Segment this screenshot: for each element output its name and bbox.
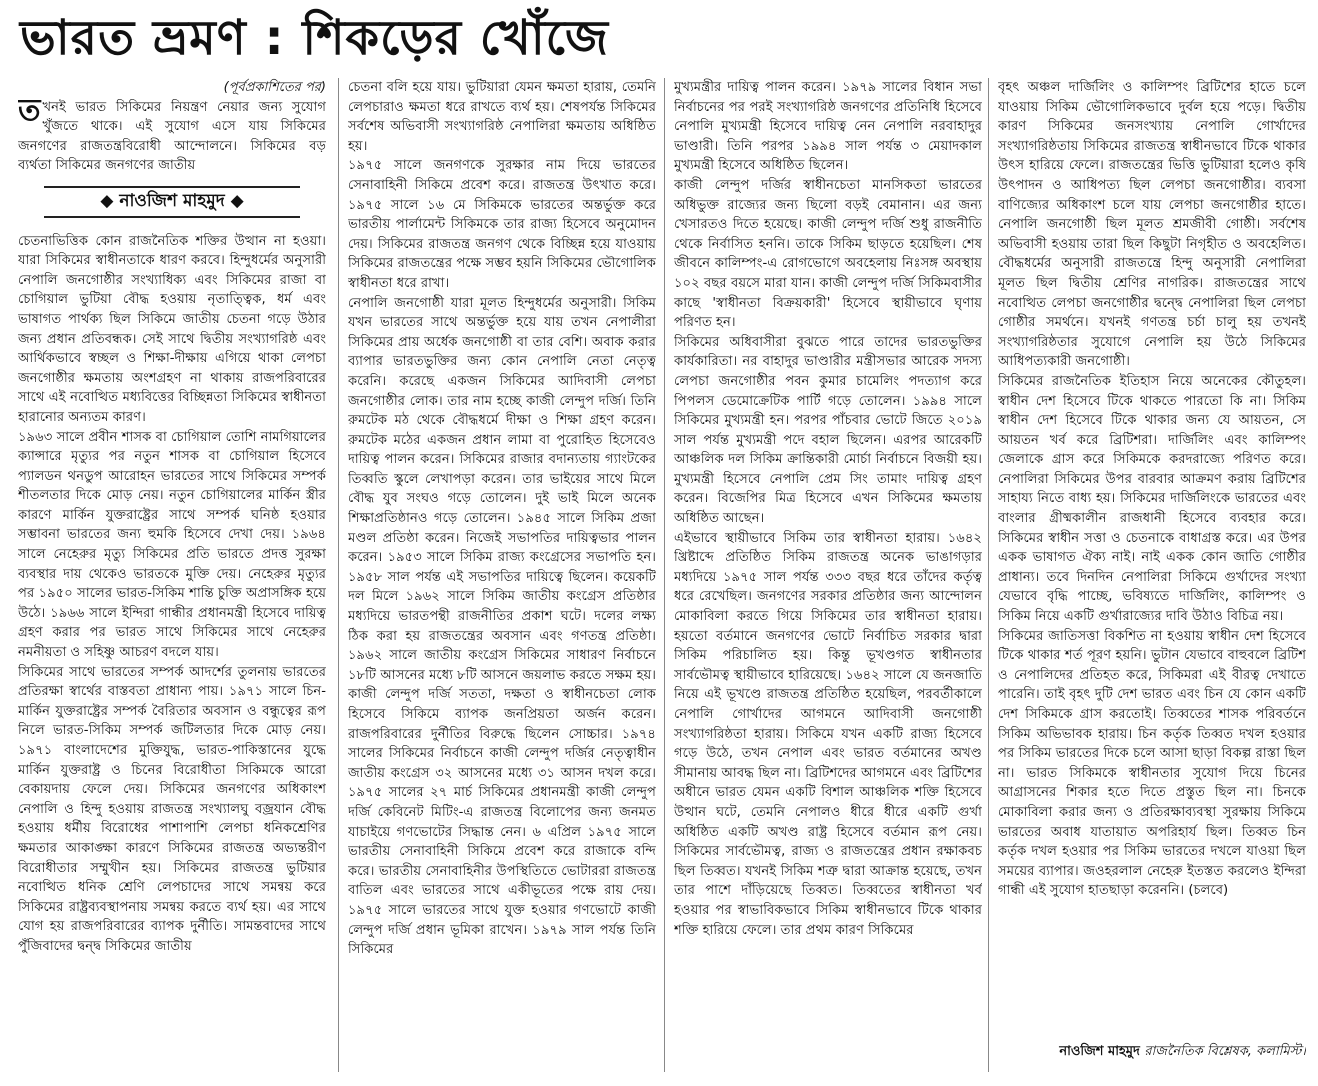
paragraph: মুখ্যমন্ত্রীর দায়িত্ব পালন করেন। ১৯৭৯ সালের বিধান সভা নির্বাচনের পর পরই সংখ্যাগরিষ্ঠ জনগণের প্রতিনিধি হিসেবে নেপালি মুখ্যমন্ত্রী হিসেবে দায়িত্ব নেন নেপালি নরবাহাদুর ভাণ্ডারী। তিনি পরপর ১৯৯৪ সাল পর্যন্ত ৩ মেয়াদকাল মুখ্যমন্ত্রী হিসেবে অধিষ্ঠিত ছিলেন। [674,80,982,174]
column-1 [18,78,326,1068]
column-2 [348,78,656,1068]
author-signature [998,1042,1306,1062]
byline: ◆ নাওজিশ মাহমুদ ◆ [44,186,300,218]
paragraph: ১৯৬৩ সালে প্রবীন শাসক বা চোগিয়াল তোশি নামগিয়ালের ক্যান্সারে মৃত্যুর পর নতুন শাসক বা চোগিয়াল হিসেবে প্যালডন থনডুপ আরোহন ভারতের সাথে সিকিমের সম্পর্ক শীতলতার দিকে মোড় নেয়। নতুন চোগিয়ালের মার্কিন স্ত্রীর কারণে মার্কিন যুক্তরাষ্ট্রের সাথে সম্পর্ক ঘনিষ্ঠ হওয়ার সম্ভাবনা ভারতের জন্য হুমকি হিসেবে দেখা দেয়। ১৯৬৪ সালে নেহেরুর মৃত্যু সিকিমের প্রতি ভারতে প্রদত্ত সুরক্ষা ব্যবস্থার দায় থেকেও ভারতকে মুক্তি দেয়। নেহেরুর মৃত্যুর পর ১৯৫০ সালের ভারত-সিকিম শান্তি চুক্তি অপ্রাসঙ্গিক হয়ে উঠে। ১৯৬৬ সালে ইন্দিরা গান্ধীর প্রধানমন্ত্রী হিসেবে দায়িত্ব গ্রহণ করার পর ভারত সাথে সিকিমের সাথে নেহেরুর নমনীয়তা ও সহিষ্ণু আচরণ বদলে যায়। [18,429,326,661]
dropcap: ত [18,92,41,128]
paragraph: বৃহৎ অঞ্চল দার্জিলিং ও কালিম্পং ব্রিটিশের হাতে চলে যাওয়ায় সিকিম ভৌগোলিকভাবে দুর্বল হয়ে পড়ে। দ্বিতীয় কারণ সিকিমের জনসংখ্যায় নেপালি গোর্খাদের সংখ্যাগরিষ্ঠতায় সিকিমের রাজতন্ত্র স্বাধীনভাবে টিকে থাকার উৎস হারিয়ে ফেলে। রাজতন্ত্রের ভিত্তি ভুটিয়ারা হলেও কৃষি উৎপাদন ও আধিপত্য ছিল লেপচা জনগোষ্ঠীর। ব্যবসা বাণিজ্যের অধিকাংশ চলে যায় লেপচা জনগোষ্ঠীর হাতে। নেপালি জনগোষ্ঠী ছিল মূলত শ্রমজীবী গোষ্ঠী। সর্বশেষ অভিবাসী হওয়ায় তারা ছিল কিছুটা নিগৃহীত ও অবহেলিত। বৌদ্ধধর্মের অনুসারী রাজতন্ত্রে হিন্দু অনুসারী নেপালিরা মূলত ছিল দ্বিতীয় শ্রেণির নাগরিক। রাজতন্ত্রের সাথে নবোত্থিত লেপচা জনগোষ্ঠীর দ্বন্দ্বে নেপালিরা ছিল লেপচা গোষ্ঠীর সমর্থনে। যখনই গণতন্ত্র চর্চা চালু হয় তখনই সংখ্যাগরিষ্ঠতার সুযোগে নেপালি হয় উঠে সিকিমের আধিপত্যকারী জনগোষ্ঠী। [998,80,1306,370]
paragraph: কাজী লেন্দুপ দর্জির স্বাধীনচেতা মানসিকতা ভারতের অধিভুক্ত রাজ্যের জন্য ছিলো বড়ই বেমানান। এর জন্য খেসারতও দিতে হয়েছে। কাজী লেন্দুপ দর্জি শুধু রাজনীতি থেকে নির্বাসিত হননি। তাকে সিকিম ছাড়তে হয়েছিল। শেষ জীবনে কালিম্পং-এ রোগভোগে অবহেলায় নিঃসঙ্গ অবস্থায় ১০২ বছর বয়সে মারা যান। কাজী লেন্দুপ দর্জি সিকিমবাসীর কাছে 'স্বাধীনতা বিক্রয়কারী' হিসেবে স্থায়ীভাবে ঘৃণায় পরিণত হন। [674,177,982,331]
column-divider [664,78,665,1072]
paragraph: সিকিমের জাতিসত্তা বিকশিত না হওয়ায় স্বাধীন দেশ হিসেবে টিকে থাকার শর্ত পূরণ হয়নি। ভুটান যেভাবে বাহুবলে ব্রিটিশ ও নেপালিদের প্রতিহত করে, সিকিমরা এই বীরত্ব দেখাতে পারেনি। তাই বৃহৎ দুটি দেশ ভারত এবং চিন যে কোন একটি দেশ সিকিমকে গ্রাস করতোই। তিব্বতের শাসক পরিবর্তনে সিকিম অভিভাবক হারায়। চিন কর্তৃক তিব্বত দখল হওয়ার পর সিকিম ভারতের দিকে চলে আসা ছাড়া বিকল্প রাস্তা ছিল না। ভারত সিকিমকে স্বাধীনতার সুযোগ দিয়ে চিনের আগ্রাসনের শিকার হতে দিতে প্রস্তুত ছিল না। চিনকে মোকাবিলা করার জন্য ও প্রতিরক্ষাব্যবস্থা সুরক্ষায় সিকিমে ভারতের অবাধ যাতায়াত অপরিহার্য ছিল। তিব্বত চিন কর্তৃক দখল হওয়ার পর সিকিম ভারতের দখলে যাওয়া ছিল সময়ের ব্যাপার। জওহরলাল নেহেরু ইতস্তত করলেও ইন্দিরা গান্ধী এই সুযোগ হাতছাড়া করেননি। (চলবে) [998,628,1306,899]
paragraph: নেপালি জনগোষ্ঠী যারা মূলত হিন্দুধর্মের অনুসারী। সিকিম যখন ভারতের সাথে অন্তর্ভুক্ত হয়ে যায় তখন নেপালীরা সিকিমের প্রায় অর্ধেক জনগোষ্ঠী বা তার বেশি। অবাক করার ব্যাপার ভারতভুক্তির জন্য কোন নেপালি নেতা নেতৃত্ব করেনি। করেছে একজন সিকিমের আদিবাসী লেপচা জনগোষ্ঠীর লোক। তার নাম হচ্ছে কাজী লেন্দুপ দর্জি। তিনি রুমটেক মঠ থেকে বৌদ্ধধর্মে দীক্ষা ও শিক্ষা গ্রহণ করেন। রুমটেক মঠের একজন প্রধান লামা বা পুরোহিত হিসেবেও দায়িত্ব পালন করেন। সিকিমের রাজার বদান্যতায় গ্যাংটকের তিব্বতি স্কুলে লেখাপড়া করেন। তার ভাইয়ের সাথে মিলে বৌদ্ধ যুব সংঘও গড়ে তোলেন। দুই ভাই মিলে অনেক শিক্ষাপ্রতিষ্ঠানও গড়ে তোলেন। ১৯৪৫ সালে সিকিম প্রজা মণ্ডল প্রতিষ্ঠা করেন। নিজেই সভাপতির দায়িত্বভার পালন করেন। ১৯৫৩ সালে সিকিম রাজ্য কংগ্রেসের সভাপতি হন। ১৯৫৮ সাল পর্যন্ত এই সভাপতির দায়িত্বে ছিলেন। কয়েকটি দল মিলে ১৯৬২ সালে সিকিম জাতীয় কংগ্রেস প্রতিষ্ঠার মধ্যদিয়ে ভারতপন্থী রাজনীতির প্রকাশ ঘটে। দলের লক্ষ্য ঠিক করা হয় রাজতন্ত্রের অবসান এবং গণতন্ত্র প্রতিষ্ঠা। ১৯৬২ সালে জাতীয় কংগ্রেস সিকিমের সাধারণ নির্বাচনে ১৮টি আসনের মধ্যে ৮টি আসনে জয়লাভ করতে সক্ষম হয়। কাজী লেন্দুপ দর্জি সততা, দক্ষতা ও স্বাধীনচেতা লোক হিসেবে সিকিমে ব্যাপক জনপ্রিয়তা অর্জন করেন। রাজপরিবারের দুর্নীতির বিরুদ্ধে ছিলেন সোচ্চার। ১৯৭৪ সালের সিকিমের নির্বাচনে কাজী লেন্দুপ দর্জির নেতৃত্বাধীন জাতীয় কংগ্রেস ৩২ আসনের মধ্যে ৩১ আসন দখল করে। ১৯৭৫ সালের ২৭ মার্চ সিকিমের প্রধানমন্ত্রী কাজী লেন্দুপ দর্জি কেবিনেট মিটিং-এ রাজতন্ত্র বিলোপের জন্য জনমত যাচাইয়ে গণভোটের সিদ্ধান্ত নেন। ৬ এপ্রিল ১৯৭৫ সালে ভারতীয় সেনাবাহিনী সিকিমে প্রবেশ করে রাজাকে বন্দি করে। ভারতীয় সেনাবাহিনীর উপস্থিতিতে ভোটাররা রাজতন্ত্র বাতিল এবং ভারতের সাথে একীভূতের পক্ষে রায় দেয়। ১৯৭৫ সালে ভারতের সাথে যুক্ত হওয়ার গণভোটে কাজী লেন্দুপ দর্জি প্রধান ভূমিকা রাখেন। ১৯৭৯ সাল পর্যন্ত তিনি সিকিমের [348,295,656,958]
paragraph: সিকিমের অধিবাসীরা বুঝতে পারে তাদের ভারতভুক্তির কার্যকারিতা। নর বাহাদুর ভাণ্ডারীর মন্ত্রীসভার আরেক সদস্য লেপচা জনগোষ্ঠীর পবন কুমার চামেলিং পদত্যাগ করে পিপলস ডেমোক্রেটিক পার্টি গড়ে তোলেন। ১৯৯৪ সালে সিকিমের মুখ্যমন্ত্রী হন। পরপর পাঁচবার ভোটে জিতে ২০১৯ সাল পর্যন্ত মুখ্যমন্ত্রী পদে বহাল ছিলেন। এরপর আরেকটি আঞ্চলিক দল সিকিম ক্রান্তিকারী মোর্চা নির্বাচনে বিজয়ী হয়। মুখ্যমন্ত্রী হিসেবে নেপালি প্রেম সিং তামাং দায়িত্ব গ্রহণ করেন। বিজেপির মিত্র হিসেবে এখন সিকিমের ক্ষমতায় অধিষ্ঠিত আছেন। [674,334,982,527]
paragraph: সিকিমের রাজনৈতিক ইতিহাস নিয়ে অনেকের কৌতুহল। স্বাধীন দেশ হিসেবে টিকে থাকতে পারতো কি না। সিকিম স্বাধীন দেশ হিসেবে টিকে থাকার জন্য যে আয়তন, সে আয়তন খর্ব করে ব্রিটিশরা। দার্জিলিং এবং কালিম্পং জেলাকে গ্রাস করে সিকিমকে করদরাজ্যে পরিণত করে। নেপালিরা সিকিমের উপর বারবার আক্রমণ করায় ব্রিটিশের সাহায্য নিতে বাধ্য হয়। সিকিমের দার্জিলিংকে ভারতের এবং বাংলার গ্রীষ্মকালীন রাজধানী হিসেবে ব্যবহার করে। সিকিমের স্বাধীন সত্তা ও চেতনাকে বাধাগ্রস্ত করে। এর উপর একক ভাষাগত ঐক্য নাই। নাই একক কোন জাতি গোষ্ঠীর প্রাধান্য। তবে দিনদিন নেপালিরা সিকিমে গুর্খাদের সংখ্যা যেভাবে বৃদ্ধি পাচ্ছে, ভবিষ্যতে দার্জিলিং, কালিম্পং ও সিকিম নিয়ে একটি গুর্খারাজ্যের দাবি উঠাও বিচিত্র নয়। [998,373,1306,625]
column-4 [998,78,1306,1068]
paragraph: এইভাবে স্থায়ীভাবে সিকিম তার স্বাধীনতা হারায়। ১৬৪২ খ্রিষ্টাব্দে প্রতিষ্ঠিত সিকিম রাজতন্ত্র অনেক ভাঙাগড়ার মধ্যদিয়ে ১৯৭৫ সাল পর্যন্ত ৩৩৩ বছর ধরে তাঁদের কর্তৃত্ব ধরে রেখেছিল। জনগণের সরকার প্রতিষ্ঠার জন্য আন্দোলন মোকাবিলা করতে গিয়ে সিকিমের তার স্বাধীনতা হারায়। হয়তো বর্তমানে জনগণের ভোটে নির্বাচিত সরকার দ্বারা সিকিম পরিচালিত হয়। কিন্তু ভূখণ্ডগত স্বাধীনতার সার্বভৌমত্ব স্থায়ীভাবে হারিয়েছে। ১৬৪২ সালে যে জনজাতি নিয়ে এই ভূখণ্ডে রাজতন্ত্র প্রতিষ্ঠিত হয়েছিল, পরবর্তীকালে নেপালি গোর্খাদের আগমনে আদিবাসী জনগোষ্ঠী সংখ্যাগরিষ্ঠতা হারায়। সিকিমে যখন একটি রাজ্য হিসেবে গড়ে উঠে, তখন নেপাল এবং ভারত বর্তমানের অখণ্ড সীমানায় আবদ্ধ ছিল না। ব্রিটিশদের আগমনে এবং ব্রিটিশের অধীনে ভারত যেমন একটি বিশাল আঞ্চলিক শক্তি হিসেবে উত্থান ঘটে, তেমনি নেপালও ধীরে ধীরে একটি গুর্খা অধিষ্ঠিত একটি অখণ্ড রাষ্ট্র হিসেবে বর্তমান রূপ নেয়। সিকিমের সার্বভৌমত্ব, রাজ্য ও রাজতন্ত্রের প্রধান রক্ষাকবচ ছিল তিব্বত। যখনই সিকিম শত্রু দ্বারা আক্রান্ত হয়েছে, তখন তার পাশে দাঁড়িয়েছে তিব্বত। তিব্বতের স্বাধীনতা খর্ব হওয়ার পর স্বাভাবিকভাবে সিকিম স্বাধীনভাবে টিকে থাকার শক্তি হারিয়ে ফেলে। তার প্রথম কারণ সিকিমের [674,530,982,938]
author-role: রাজনৈতিক বিশ্লেষক, কলামিস্ট। [1144,1044,1306,1060]
paragraph: চেতনা বলি হয়ে যায়। ভুটিয়ারা যেমন ক্ষমতা হারায়, তেমনি লেপচারাও ক্ষমতা ধরে রাখতে ব্যর্থ হয়। শেষপর্যন্ত সিকিমের সর্বশেষ অভিবাসী সংখ্যাগরিষ্ঠ নেপালিরা ক্ষমতায় অধিষ্ঠিত হয়। [348,80,656,154]
headline: ভারত ভ্রমণ : শিকড়ের খোঁজে [20,10,609,66]
column-divider [338,78,339,1072]
column-divider [988,78,989,1072]
paragraph: চেতনাভিত্তিক কোন রাজনৈতিক শক্তির উত্থান না হওয়া। যারা সিকিমের স্বাধীনতাকে ধারণ করবে। হিন্দুধর্মের অনুসারী নেপালি জনগোষ্ঠীর সংখ্যাধিক্য এবং সিকিমের রাজা বা চোগিয়াল ভুটিয়া বৌদ্ধ হওয়ায় নৃতাত্ত্বিক, ধর্ম এবং ভাষাগত পার্থক্য ছিল সিকিমে জাতীয় চেতনা গড়ে উঠার জন্য প্রধান প্রতিবন্ধক। সেই সাথে দ্বিতীয় সংখ্যাগরিষ্ঠ এবং আর্থিকভাবে স্বচ্ছল ও শিক্ষা-দীক্ষায় এগিয়ে থাকা লেপচা জনগোষ্ঠীর ক্ষমতায় অংশগ্রহণ না থাকায় রাজপরিবারের সাথে এই নবোত্থিত মধ্যবিত্তের বিচ্ছিন্নতা সিকিমের স্বাধীনতা হারানোর অন্যতম কারণ। [18,233,326,425]
author-name: নাওজিশ মাহমুদ [1059,1044,1140,1060]
lead-text: খনই ভারত সিকিমের নিয়ন্ত্রণ নেয়ার জন্য সুযোগ খুঁজতে থাকে। এই সুযোগ এসে যায় সিকিমের জনগণের রাজতন্ত্রবিরোধী আন্দোলনে। সিকিমের বড় ব্যর্থতা সিকিমের জনগণের জাতীয় [18,99,326,174]
paragraph: সিকিমের সাথে ভারতের সম্পর্ক আদর্শের তুলনায় ভারতের প্রতিরক্ষা স্বার্থের বাস্তবতা প্রাধান্য পায়। ১৯৭১ সালে চিন-মার্কিন যুক্তরাষ্ট্রের সম্পর্ক বৈরিতার অবসান ও বন্ধুত্বের রূপ নিলে ভারত-সিকিম সম্পর্ক জটিলতার দিকে মোড় নেয়। ১৯৭১ বাংলাদেশের মুক্তিযুদ্ধ, ভারত-পাকিস্তানের যুদ্ধে মার্কিন যুক্তরাষ্ট্র ও চিনের বিরোধীতা সিকিমকে আরো বেকায়দায় ফেলে দেয়। সিকিমের জনগণের অধিকাংশ নেপালি ও হিন্দু হওয়ায় রাজতন্ত্র সংখ্যালঘু বজ্রযান বৌদ্ধ হওয়ায় ধর্মীয় বিরোধের পাশাপাশি লেপচা ধনিকশ্রেণির ক্ষমতার আকাঙ্ক্ষা কারণে সিকিমের রাজতন্ত্র অভ্যন্তরীণ বিরোধীতার সম্মুখীন হয়। সিকিমের রাজতন্ত্র ভুটিয়ার নবোত্থিত ধনিক শ্রেণি লেপচাদের সাথে সমন্বয় করে সিকিমের রাষ্ট্রব্যবস্থাপনায় সমন্বয় করতে ব্যর্থ হয়। এর সাথে যোগ হয় রাজপরিবারের ব্যাপক দুর্নীতি। সামন্তবাদের সাথে পুঁজিবাদের দ্বন্দ্ব সিকিমের জাতীয় [18,664,326,954]
previously-published-note: (পূর্বপ্রকাশিতের পর) [223,80,326,95]
paragraph: ১৯৭৫ সালে জনগণকে সুরক্ষার নাম দিয়ে ভারতের সেনাবাহিনী সিকিমে প্রবেশ করে। রাজতন্ত্র উৎখাত করে। ১৯৭৫ সালে ১৬ মে সিকিমকে ভারতের অন্তর্ভুক্ত করে ভারতীয় পার্লামেন্ট সিকিমকে তার রাজ্য হিসেবে অনুমোদন দেয়। সিকিমের রাজতন্ত্র জনগণ থেকে বিচ্ছিন্ন হয়ে যাওয়ায় সিকিমের রাজতন্ত্রের পক্ষে সম্ভব হয়নি সিকিমের ভৌগোলিক স্বাধীনতা ধরে রাখা। [348,158,656,291]
column-3 [674,78,982,1068]
lead-paragraph [18,92,326,176]
